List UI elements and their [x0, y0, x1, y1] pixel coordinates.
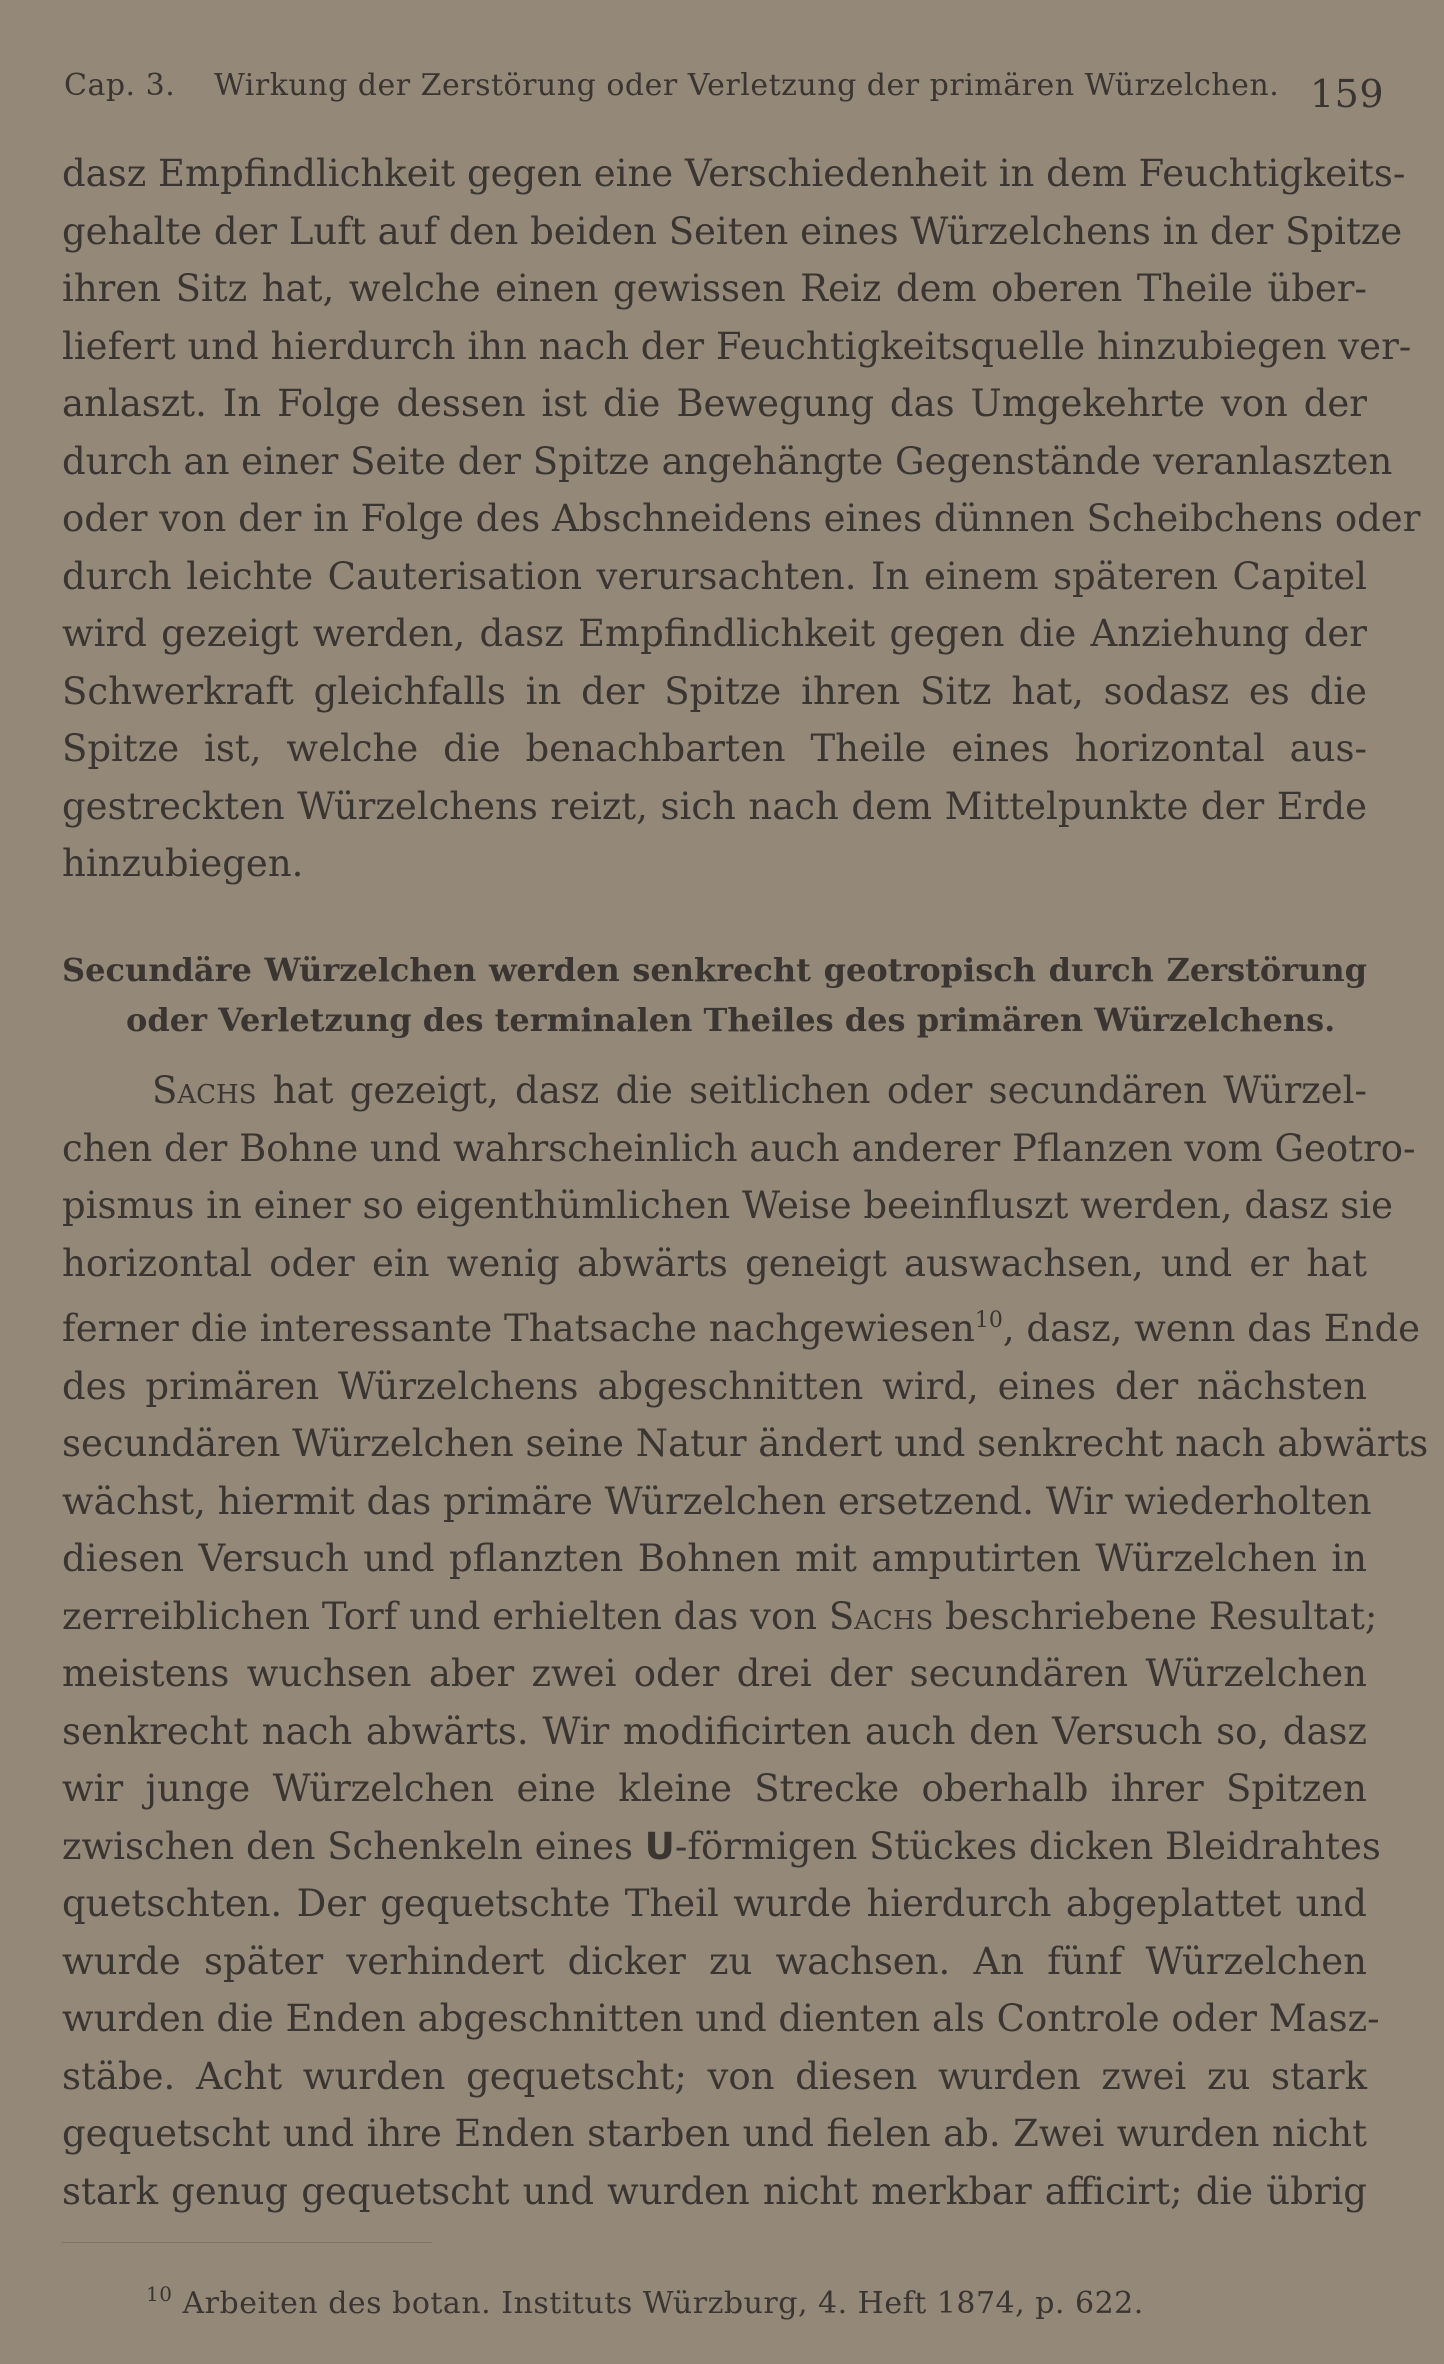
heading-line: oder Verletzung des terminalen Theiles des primären Würzelchens.: [126, 1001, 1336, 1039]
text-line: [62, 1588, 1378, 1646]
text-run: zerreiblichen Torf und erhielten das von: [62, 1594, 829, 1638]
text-line: durch an einer Seite der Spitze angehängte Gegenstände veranlaszten: [62, 439, 1393, 483]
text-line: wächst, hiermit das primäre Würzelchen ersetzend. Wir wiederholten: [62, 1479, 1372, 1523]
text-line: anlaszt. In Folge dessen ist die Bewegung das Umgekehrte von der: [62, 382, 1367, 425]
text-line: wurden die Enden abgeschnitten und dienten als Controle oder Masz-: [62, 1997, 1380, 2040]
text-line: Schwerkraft gleichfalls in der Spitze ihren Sitz hat, sodasz es die: [62, 669, 1367, 713]
author-name: Sachs: [828, 1594, 934, 1638]
page-number: 159: [1309, 72, 1384, 116]
footnote-reference: 10: [974, 1308, 1003, 1333]
text-line: stark genug gequetscht und wurden nicht merkbar afficirt; die übrig: [62, 2169, 1367, 2213]
u-shape-glyph: U: [644, 1824, 675, 1868]
text-line: [62, 1818, 1381, 1876]
paragraph-1: [62, 145, 1421, 893]
text-line: dasz Empfindlichkeit gegen eine Verschiedenheit in dem Feuchtigkeits-: [62, 152, 1406, 195]
text-line: horizontal oder ein wenig abwärts geneigt auswachsen, und er hat: [62, 1241, 1367, 1285]
text-line: des primären Würzelchens abgeschnitten wird, eines der nächsten: [62, 1364, 1367, 1408]
text-line: quetschten. Der gequetschte Theil wurde hierdurch abgeplattet und: [62, 1882, 1367, 1925]
text-run: beschriebene Resultat;: [933, 1594, 1378, 1638]
footnote-mark: 10: [146, 2282, 173, 2306]
footnote-divider: [62, 2242, 432, 2243]
text-run: , dasz, wenn das Ende: [1002, 1307, 1421, 1350]
text-run: -förmigen Stückes dicken Bleidrahtes: [674, 1824, 1381, 1868]
text-line: diesen Versuch und pflanzten Bohnen mit amputirten Würzelchen in: [62, 1537, 1367, 1580]
text-run: zwischen den Schenkeln eines: [62, 1824, 645, 1868]
footnote-text: Arbeiten des botan. Instituts Würzburg, 4. Heft 1874, p. 622.: [182, 2286, 1144, 2321]
text-line: stäbe. Acht wurden gequetscht; von diesen wurden zwei zu stark: [62, 2054, 1367, 2098]
running-title: Wirkung der Zerstörung oder Verletzung der primären Würzelchen.: [214, 68, 1280, 103]
text-line: wurde später verhindert dicker zu wachsen. An fünf Würzelchen: [62, 1939, 1367, 1983]
text-line: wir junge Würzelchen eine kleine Strecke oberhalb ihrer Spitzen: [62, 1767, 1367, 1810]
chapter-label: Cap. 3.: [64, 68, 176, 103]
running-header: [64, 62, 1384, 122]
author-name: Sachs: [152, 1069, 257, 1112]
text-line: gestreckten Würzelchens reizt, sich nach dem Mittelpunkte der Erde: [62, 784, 1367, 828]
text-line: wird gezeigt werden, dasz Empfindlichkeit gegen die Anziehung der: [62, 612, 1367, 655]
footnote: [146, 2282, 1144, 2321]
text-line: Spitze ist, welche die benachbarten Theile eines horizontal aus-: [62, 727, 1367, 770]
text-line: gehalte der Luft auf den beiden Seiten eines Würzelchens in der Spitze: [62, 209, 1403, 253]
text-line: senkrecht nach abwärts. Wir modificirten auch den Versuch so, dasz: [62, 1709, 1367, 1753]
section-heading: [62, 945, 1367, 1045]
text-run: hat gezeigt, dasz die seitlichen oder secundären Würzel-: [256, 1069, 1367, 1112]
text-line: meistens wuchsen aber zwei oder drei der secundären Würzelchen: [62, 1652, 1367, 1695]
text-line: pismus in einer so eigenthümlichen Weise beeinfluszt werden, dasz sie: [62, 1184, 1394, 1227]
heading-line: Secundäre Würzelchen werden senkrecht geotropisch durch Zerstörung: [62, 951, 1367, 989]
text-line: liefert und hierdurch ihn nach der Feuchtigkeitsquelle hinzubiegen ver-: [62, 324, 1412, 368]
text-line: gequetscht und ihre Enden starben und fielen ab. Zwei wurden nicht: [62, 2112, 1367, 2155]
text-line: [62, 1062, 1367, 1120]
text-line: oder von der in Folge des Abschneidens eines dünnen Scheibchens oder: [62, 497, 1421, 540]
paragraph-2: [62, 1062, 1429, 2220]
text-line: hinzubiegen.: [62, 842, 304, 885]
text-line: chen der Bohne und wahrscheinlich auch anderer Pflanzen vom Geotro-: [62, 1126, 1416, 1170]
text-line: durch leichte Cauterisation verursachten. In einem späteren Capitel: [62, 554, 1367, 598]
text-line: secundären Würzelchen seine Natur ändert und senkrecht nach abwärts: [62, 1422, 1429, 1465]
text-run: ferner die interessante Thatsache nachgewiesen: [62, 1307, 975, 1350]
text-line: [62, 1292, 1421, 1358]
text-line: ihren Sitz hat, welche einen gewissen Reiz dem oberen Theile über-: [62, 267, 1367, 310]
